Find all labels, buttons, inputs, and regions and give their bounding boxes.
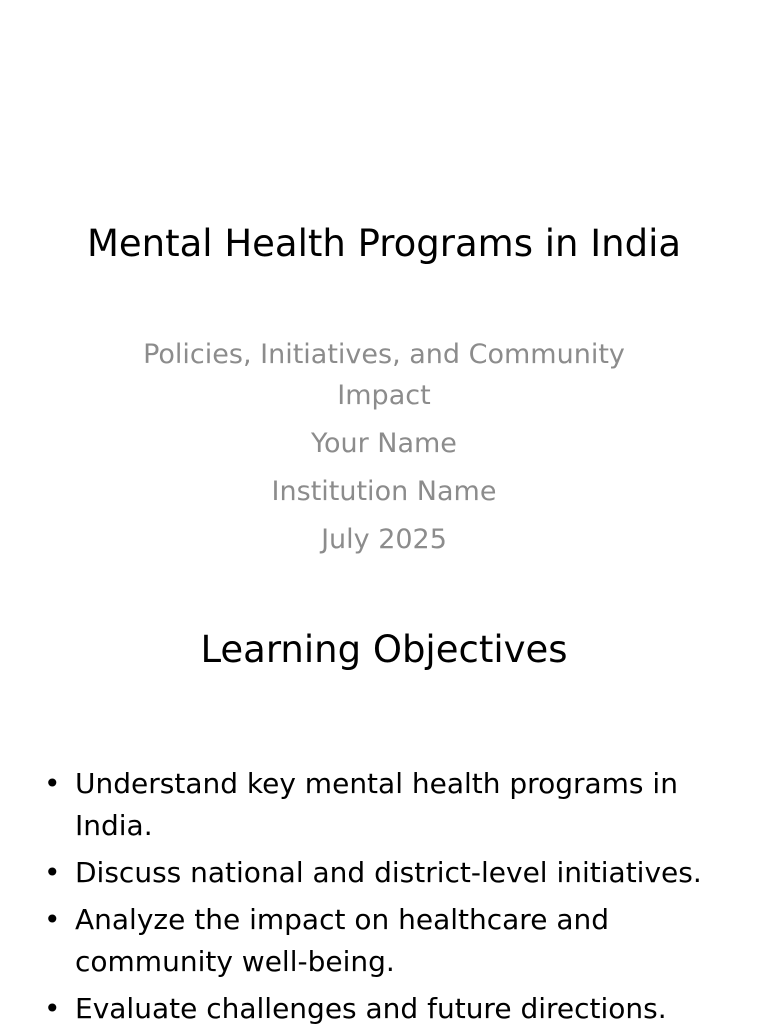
list-item-text: Discuss national and district-level initiatives. [75,856,702,889]
slide-title: Mental Health Programs in India [86,222,682,265]
bullet-icon: • [44,767,61,800]
list-item-text: Understand key mental health programs in India. [75,767,678,842]
list-item [38,899,728,983]
list-item-text: Evaluate challenges and future directions. [75,992,667,1025]
bullet-icon: • [44,992,61,1025]
list-item [38,763,728,847]
list-item [38,852,728,894]
subtitle-block [124,334,644,567]
bullet-icon: • [44,903,61,936]
subtitle-text: Policies, Initiatives, and Community Impact [143,339,625,411]
presentation-date: July 2025 [321,524,447,555]
presenter-name: Your Name [311,428,457,459]
section-title: Learning Objectives [200,628,568,671]
institution-name: Institution Name [271,476,497,507]
bullet-icon: • [44,856,61,889]
objectives-list [38,763,728,1035]
list-item-text: Analyze the impact on healthcare and community well-being. [75,903,610,978]
